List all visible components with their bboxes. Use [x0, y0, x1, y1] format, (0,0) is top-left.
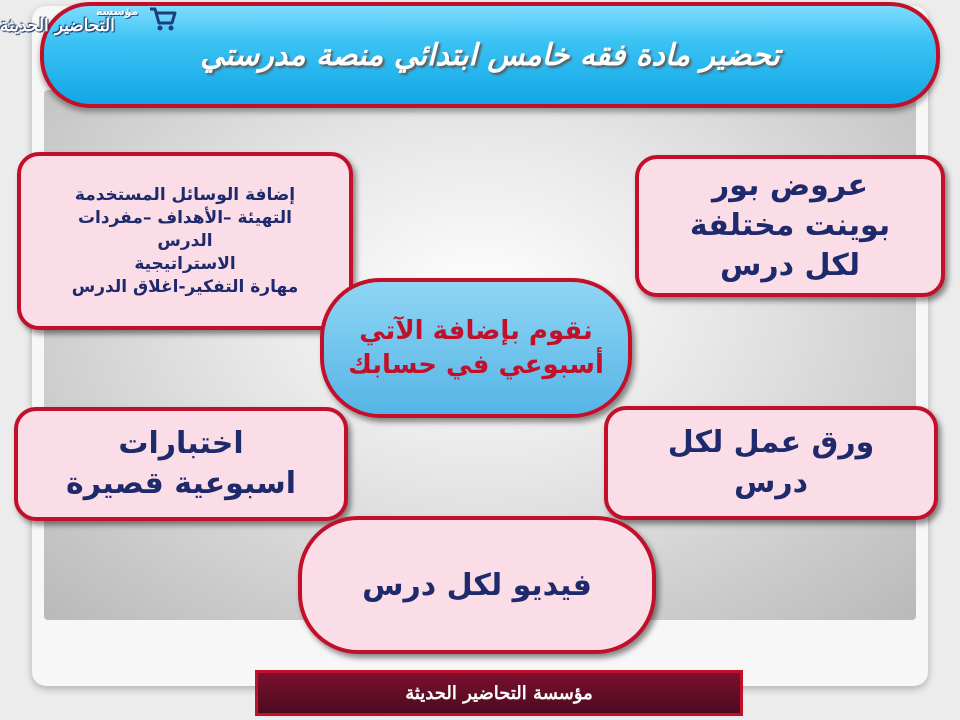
worksheets-box [604, 406, 938, 520]
page-title: تحضير مادة فقه خامس ابتدائي منصة مدرستي [200, 37, 780, 73]
powerpoint-line: بوينت مختلفة [689, 208, 891, 243]
tests-box [14, 407, 348, 521]
worksheets-line: ورق عمل لكل [667, 425, 875, 460]
center-line: في حسابك [348, 350, 490, 380]
center-line: الآتي أسبوعي [359, 316, 604, 380]
preparation-line: الاستراتيجية [134, 253, 236, 274]
logo-main-text: التحاضير الحديثة [0, 16, 115, 36]
logo-small-text: مؤسسة [96, 5, 139, 18]
preparation-line: الدرس [157, 230, 213, 251]
worksheets-line: درس [733, 465, 809, 500]
preparation-line: إضافة الوسائل المستخدمة [74, 184, 296, 205]
cart-icon [148, 4, 178, 34]
video-box [298, 516, 656, 654]
preparation-box [17, 152, 353, 330]
center-line: نقوم بإضافة [432, 316, 593, 346]
preparation-line: التهيئة –الأهداف –مفردات [77, 207, 293, 228]
video-label: فيديو لكل درس [362, 567, 592, 603]
tests-line: اسبوعية قصيرة [65, 466, 297, 501]
center-box [320, 278, 632, 418]
powerpoint-line: لكل درس [720, 248, 860, 283]
powerpoint-line: عروض بور [712, 168, 868, 203]
footer-bar [255, 670, 743, 716]
preparation-line: مهارة التفكير-اغلاق الدرس [71, 276, 299, 297]
footer-text: مؤسسة التحاضير الحديثة [405, 682, 593, 704]
brand-logo [0, 0, 180, 40]
powerpoint-box [635, 155, 945, 297]
tests-line: اختبارات [118, 426, 244, 461]
